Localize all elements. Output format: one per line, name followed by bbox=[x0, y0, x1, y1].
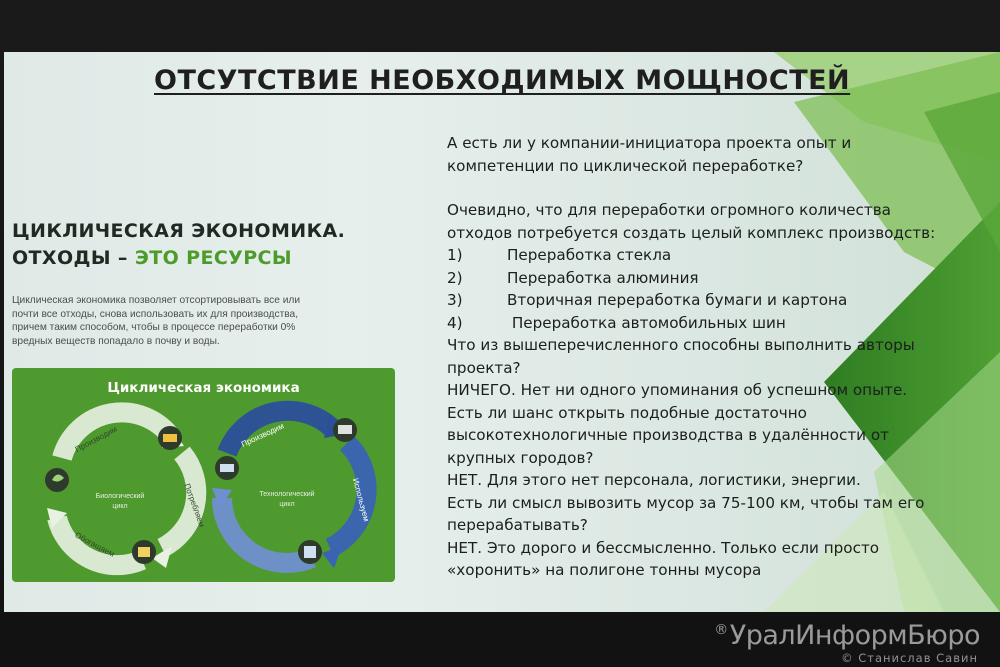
question3-line3: крупных городов? bbox=[447, 448, 594, 467]
list-number: 3) bbox=[447, 291, 463, 309]
list-text: Вторичная переработка бумаги и картона bbox=[507, 291, 848, 309]
question2-line2: проекта? bbox=[447, 358, 521, 377]
spacer bbox=[447, 177, 1000, 199]
description-line: вредных веществ попадало в почву и воды. bbox=[12, 335, 220, 347]
answer2: НИЧЕГО. Нет ни одного упоминания об успешном опыте. bbox=[447, 381, 908, 399]
list-text: Переработка стекла bbox=[507, 246, 672, 264]
watermark-brand: УралИнформБюро bbox=[729, 620, 980, 651]
cycle-diagram bbox=[12, 368, 395, 582]
tech-arc-label-produce: Производим bbox=[239, 421, 286, 449]
factory-icon-body bbox=[163, 434, 177, 442]
city-icon-body bbox=[304, 546, 316, 558]
bio-arc-label-enrich: Обогащаем bbox=[73, 530, 116, 559]
photo-credit: © Станислав Савин bbox=[841, 651, 978, 665]
cycle-diagram-panel bbox=[12, 368, 395, 582]
bag-icon-body bbox=[138, 547, 150, 557]
bio-center-line1: Биологический bbox=[95, 493, 145, 500]
question4-line1: Есть ли смысл вывозить мусор за 75-100 км, чтобы там его bbox=[447, 493, 925, 512]
list-number: 4) bbox=[447, 313, 463, 332]
answer3: НЕТ. Для этого нет персонала, логистики, энергии. bbox=[447, 471, 861, 489]
left-heading bbox=[12, 218, 345, 272]
answer4-line2: «хоронить» на полигоне тонны мусора bbox=[447, 561, 762, 579]
list-item bbox=[447, 289, 1000, 312]
presentation-slide bbox=[4, 52, 1000, 612]
question4-line2: перерабатывать? bbox=[447, 516, 588, 534]
question1-line2: компетенции по циклической переработке? bbox=[447, 156, 804, 175]
right-text-block bbox=[447, 132, 1000, 582]
description-line: почти все отходы, снова использовать их для производства, bbox=[12, 308, 299, 320]
bio-arc-label-consume: Потребляем bbox=[182, 482, 207, 529]
list-text: Переработка автомобильных шин bbox=[507, 313, 786, 332]
list-number: 1) bbox=[447, 246, 463, 264]
heading-line-2-accent: ЭТО РЕСУРСЫ bbox=[134, 247, 292, 269]
tech-cycle bbox=[212, 411, 371, 568]
cycle-diagram-title: Циклическая экономика bbox=[107, 380, 300, 396]
heading-line-2-prefix: ОТХОДЫ – bbox=[12, 247, 135, 269]
tech-center-line2: цикл bbox=[279, 501, 295, 508]
obvious-line2: отходов потребуется создать целый комплекс производств: bbox=[447, 223, 936, 242]
question1-line1: А есть ли у компании-инициатора проекта опыт и bbox=[447, 134, 852, 152]
bio-cycle bbox=[45, 412, 207, 568]
answer4-line1: НЕТ. Это дорого и бессмысленно. Только если просто bbox=[447, 538, 880, 557]
question2-line1: Что из вышеперечисленного способны выполнить авторы bbox=[447, 336, 915, 354]
list-item bbox=[447, 267, 1000, 290]
laptop-icon-body bbox=[220, 464, 234, 472]
bio-arc-label-produce: Производим bbox=[73, 424, 119, 454]
registered-mark: ® bbox=[714, 622, 728, 638]
bio-center-line2: цикл bbox=[112, 503, 128, 510]
slide-title: ОТСУТСТВИЕ НЕОБХОДИМЫХ МОЩНОСТЕЙ bbox=[154, 65, 851, 96]
watermark-logo bbox=[714, 620, 980, 651]
list-item bbox=[447, 244, 1000, 267]
tech-arc-label-use: Используем bbox=[350, 477, 372, 523]
truck-icon-body bbox=[338, 425, 352, 434]
heading-line-2 bbox=[12, 245, 345, 272]
list-item bbox=[447, 312, 1000, 335]
question3-line2: высокотехнологичные производства в удалённости от bbox=[447, 426, 890, 444]
left-description bbox=[12, 294, 402, 348]
description-line: Циклическая экономика позволяет отсортировывать все или bbox=[12, 295, 301, 306]
list-text: Переработка алюминия bbox=[507, 268, 699, 287]
question3-line1: Есть ли шанс открыть подобные достаточно bbox=[447, 403, 807, 422]
description-line: причем таким способом, чтобы в процессе переработки 0% bbox=[12, 322, 296, 333]
obvious-line1: Очевидно, что для переработки огромного количества bbox=[447, 201, 891, 219]
heading-line-1: ЦИКЛИЧЕСКАЯ ЭКОНОМИКА. bbox=[12, 220, 346, 242]
list-number: 2) bbox=[447, 268, 463, 287]
tech-center-line1: Технологический bbox=[259, 491, 315, 498]
